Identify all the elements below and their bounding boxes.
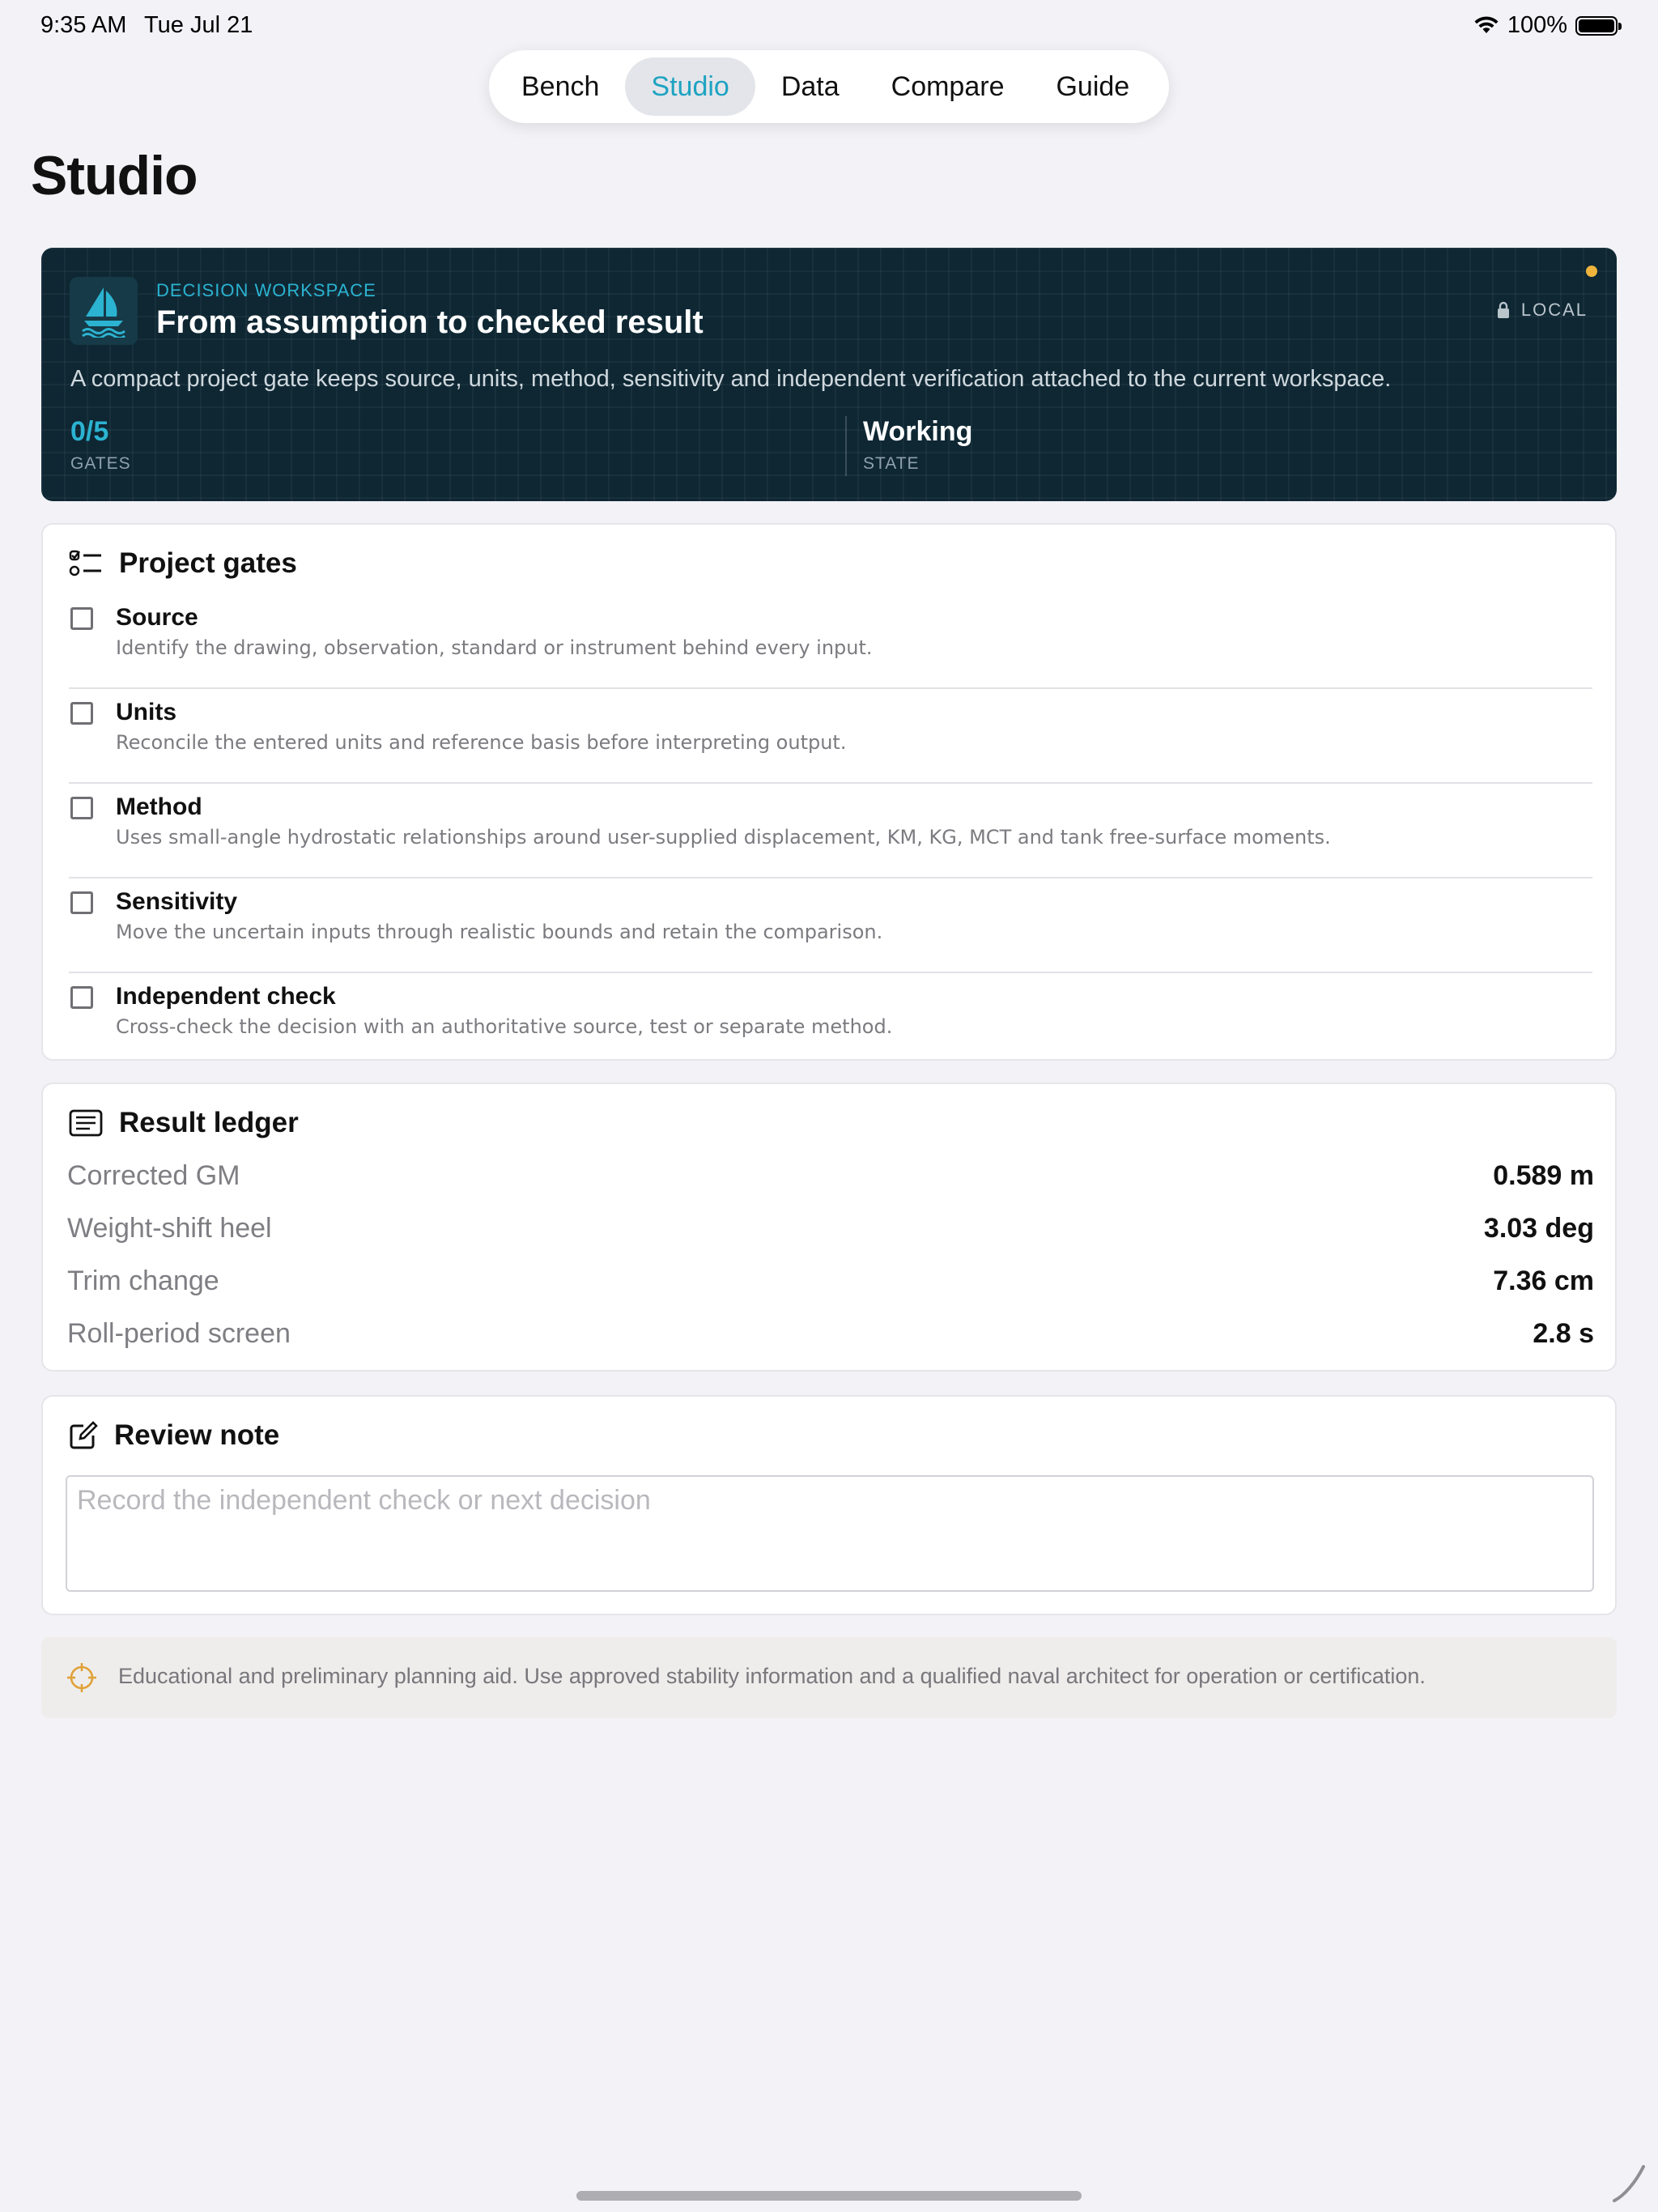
ledger-value: 7.36 cm — [1493, 1265, 1594, 1296]
project-gates-card — [41, 523, 1617, 1061]
project-gates-header — [69, 547, 297, 580]
gate-checkbox-method[interactable] — [70, 797, 93, 819]
gate-title: Independent check — [116, 983, 336, 1010]
gates-count: 0/5 — [70, 416, 109, 447]
tab-compare[interactable]: Compare — [891, 70, 1005, 102]
gate-title: Method — [116, 793, 202, 820]
state-value: Working — [863, 416, 973, 447]
gate-description: Uses small-angle hydrostatic relationships around user-supplied displacement, KM, KG, MCT and tank free-surface moments. — [116, 826, 1331, 849]
review-note-input[interactable] — [66, 1475, 1594, 1592]
tab-guide[interactable]: Guide — [1056, 70, 1130, 102]
status-dot — [1586, 266, 1597, 277]
gate-checkbox-source[interactable] — [70, 607, 93, 630]
gate-checkbox-units[interactable] — [70, 702, 93, 725]
gate-checkbox-independent-check[interactable] — [70, 986, 93, 1009]
disclaimer-text: Educational and preliminary planning aid. Use approved stability information and a qualified naval architect for operation or certification. — [118, 1664, 1426, 1688]
ledger-value: 0.589 m — [1493, 1159, 1594, 1191]
home-indicator[interactable] — [576, 2191, 1082, 2201]
gate-item-method — [69, 784, 1592, 878]
status-bar — [0, 0, 1658, 52]
result-ledger-title: Result ledger — [119, 1107, 299, 1138]
wifi-icon — [1473, 16, 1499, 36]
tab-studio[interactable]: Studio — [625, 57, 755, 116]
decision-workspace-card — [41, 248, 1617, 501]
local-badge — [1497, 300, 1588, 321]
hero-description: A compact project gate keeps source, units, method, sensitivity and independent verification attached to the current workspace. — [70, 366, 1392, 392]
gates-stat — [70, 416, 131, 474]
hero-eyebrow: DECISION WORKSPACE — [156, 280, 376, 300]
edit-note-icon — [69, 1421, 98, 1450]
ledger-row-roll-period-screen — [67, 1313, 1594, 1354]
local-label: LOCAL — [1520, 300, 1588, 320]
gate-description: Cross-check the decision with an authoritative source, test or separate method. — [116, 1015, 893, 1038]
ledger-value: 3.03 deg — [1483, 1212, 1594, 1244]
tab-bench[interactable]: Bench — [521, 70, 600, 102]
gate-title: Sensitivity — [116, 888, 238, 915]
hero-title: From assumption to checked result — [156, 304, 704, 340]
gates-label: GATES — [70, 454, 131, 473]
sailboat-logo-icon — [70, 277, 138, 345]
ledger-row-corrected-gm — [67, 1155, 1594, 1196]
page-title: Studio — [31, 145, 198, 206]
ledger-row-weight-shift-heel — [67, 1208, 1594, 1249]
disclaimer-banner — [41, 1637, 1617, 1718]
gate-title: Source — [116, 604, 198, 631]
gate-description: Identify the drawing, observation, standard or instrument behind every input. — [116, 636, 873, 659]
review-note-header — [69, 1419, 279, 1452]
result-ledger-header — [69, 1107, 299, 1139]
project-gates-title: Project gates — [119, 547, 297, 579]
tab-data[interactable]: Data — [780, 70, 840, 102]
gate-item-source — [69, 594, 1592, 689]
ledger-icon — [69, 1109, 103, 1137]
gate-item-independent-check — [69, 973, 1592, 1068]
ledger-row-trim-change — [67, 1261, 1594, 1301]
ledger-label: Corrected GM — [67, 1159, 240, 1191]
tab-bar — [489, 50, 1169, 123]
battery-icon — [1575, 16, 1618, 36]
status-time: 9:35 AM — [40, 12, 127, 38]
gate-checkbox-sensitivity[interactable] — [70, 891, 93, 914]
gate-description: Reconcile the entered units and reference basis before interpreting output. — [116, 731, 847, 754]
review-note-title: Review note — [114, 1419, 280, 1451]
result-ledger-card — [41, 1083, 1617, 1372]
battery-percent: 100% — [1507, 12, 1567, 38]
gate-description: Move the uncertain inputs through realistic bounds and retain the comparison. — [116, 921, 883, 943]
checklist-icon — [69, 549, 103, 578]
lock-icon — [1497, 301, 1510, 319]
ledger-label: Roll-period screen — [67, 1317, 291, 1349]
crosshair-icon — [66, 1661, 98, 1694]
ledger-label: Weight-shift heel — [67, 1212, 272, 1244]
ledger-label: Trim change — [67, 1265, 219, 1296]
status-indicators — [1473, 12, 1618, 39]
gate-title: Units — [116, 699, 176, 725]
review-note-card — [41, 1395, 1617, 1615]
gate-item-units — [69, 689, 1592, 784]
ledger-value: 2.8 s — [1533, 1317, 1594, 1349]
state-label: STATE — [863, 454, 920, 473]
pencil-corner-icon — [1611, 2163, 1652, 2204]
gate-item-sensitivity — [69, 878, 1592, 973]
state-stat — [845, 416, 972, 476]
status-date: Tue Jul 21 — [144, 12, 253, 38]
